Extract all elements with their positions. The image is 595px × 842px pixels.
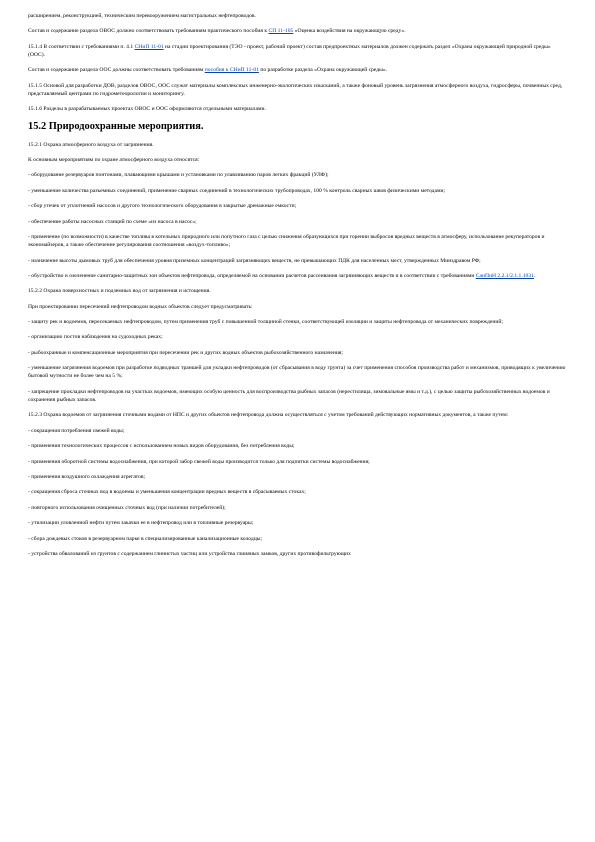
- link-snip-11-01[interactable]: СНиП 11-01: [134, 43, 164, 50]
- paragraph-text: .: [533, 272, 536, 279]
- paragraph: [28, 27, 567, 35]
- list-item: - оборудование резервуаров понтонами, плавающими крышами и установками по улавливанию паров легких фракций (УЛФ);: [28, 172, 329, 179]
- list-item: [28, 272, 567, 280]
- list-item: - запрещение прокладки нефтепроводов на участках водоемов, имеющих особую ценность для воспроизводства рыбных запасов (нерестилища, зимовальные ямы и т.д.), с целью защиты рыбохозяйственных водоемов и сохранения рыбных запасов.: [28, 388, 550, 404]
- link-sp-11-105[interactable]: СП 11-105: [268, 28, 294, 35]
- list-item: - уменьшение количества разъемных соединений, применение сварных соединений в технологических трубопроводах, 100 % контроль сварных швов физическими методами;: [28, 187, 446, 194]
- paragraph-text: «Оценка воздействия на окружающую среду».: [293, 28, 406, 35]
- list-item: - применения оборотной системы водоснабжения, при которой забор свежей воды производится только для подпитки системы водоснабжения;: [28, 458, 370, 465]
- paragraph-text: - обустройство и озеленение санитарно-защитных зон объектов нефтепровода, определяемой на основании расчетов рассеивания загрязняющих веществ и в соответствии с требованиями: [28, 272, 476, 279]
- paragraph-text: Состав и содержание раздела ООС должны соответствовать требованиям: [28, 67, 205, 74]
- paragraph: 15.2.3 Охрана водоемов от загрязнения сточными водами от НПС и других объектов нефтепровода должна осуществляться с учетом требований действующих нормативных документов, а также путем:: [28, 412, 509, 419]
- link-sanpin[interactable]: СанПиН 2.2.1/2.1.1.1031: [475, 272, 534, 279]
- paragraph: 15.2.2 Охрана поверхностных и подземных вод от загрязнения и истощения.: [28, 288, 211, 295]
- list-item: - повторного использования очищенных сточных вод (при наличии потребителей);: [28, 504, 226, 511]
- list-item: - организацию постов наблюдения на судоходных реках;: [28, 334, 163, 341]
- paragraph-text: 15.1.4 В соответствии с требованиями п. 4.1: [28, 43, 135, 50]
- paragraph: При проектировании пересечений нефтепроводом водных объектов следует предусматривать:: [28, 303, 253, 310]
- list-item: - сокращения сброса сточных вод в водоемы и уменьшения концентрации вредных веществ в сбрасываемых стоках;: [28, 489, 306, 496]
- list-item: - сбор утечек от уплотнений насосов и другого технологического оборудования в закрытые дренажные емкости;: [28, 203, 297, 210]
- list-item: - применения воздушного охлаждения агрегатов;: [28, 473, 146, 480]
- list-item: - сокращения потребления свежей воды;: [28, 427, 125, 434]
- list-item: - назначение высоты дымовых труб для обеспечения уровня приземных концентраций загрязняющих веществ, не превышающих ПДК для населенных мест, утвержденных Минздравом РФ;: [28, 257, 481, 264]
- list-item: - рыбоохранные и компенсационные мероприятия при пересечении рек и других водных объектов рыбохозяйственного назначения;: [28, 349, 343, 356]
- paragraph: расширением, реконструкцией, техническим перевооружением магистральных нефтепроводов.: [28, 13, 256, 19]
- paragraph-text: на стадии проектирования (ТЭО - проект, рабочий проект) состав предпроектных материалов должен содержать раздел «Охрана окружающей природной среды» (ООС).: [28, 43, 551, 58]
- link-posobie-snip-11-01[interactable]: пособия к СНиП 11-01: [204, 67, 259, 74]
- list-item: - применения технологических процессов с использованием новых видов оборудования, без потребления воды;: [28, 443, 295, 450]
- section-heading: 15.2 Природоохранные мероприятия.: [28, 120, 204, 132]
- paragraph: 15.2.1 Охрана атмосферного воздуха от загрязнения.: [28, 141, 154, 148]
- paragraph: К основным мероприятиям по охране атмосферного воздуха относятся:: [28, 156, 200, 163]
- paragraph: 15.1.5 Основой для разработки ДОВ, разделов ОВОС, ООС служат материалы комплексных инженерно-экологических изысканий, а также фоновый уровень загрязнения атмосферного воздуха, гидросферы, почвенных сред, представляемый центрами по гидрометеорологии и мониторингу.: [28, 82, 563, 97]
- list-item: - применение (по возможности) в качестве топлива в котельных природного или попутного газа с целью снижения образующихся при горении выбросов вредных веществ в атмосферу, использование рекуператоров и экономайзеров, а также обеспечение регулирования соотношения «воздух-топливо»;: [28, 233, 545, 249]
- paragraph: [28, 43, 567, 59]
- list-item: - сбора дождевых стоков в резервуарном парке в специализированные канализационные колодцы;: [28, 535, 263, 542]
- paragraph: [28, 66, 567, 74]
- paragraph-text: Состав и содержание раздела ОВОС должно соответствовать требованиям практического пособия к: [28, 28, 269, 35]
- list-item: - защиту рек и водоемов, пересекаемых нефтепроводом, путем применения труб с повышенной толщиной стенки, соответствующей изоляции и защиты нефтепровода от механических повреждений;: [28, 319, 503, 326]
- paragraph-text: по разработке раздела «Охрана окружающей среды».: [258, 67, 388, 74]
- list-item: - устройства обвалований из грунтов с содержанием глинистых частиц или устройства глиняных замков, других противофильтрующих: [28, 550, 351, 557]
- list-item: - утилизации уловленной нефти путем закачки ее в нефтепровод или в топливные резервуары;: [28, 520, 254, 527]
- list-item: - обеспечение работы насосных станций по схеме «из насоса в насос»;: [28, 218, 197, 225]
- paragraph: 15.1.6 Разделы в разрабатываемых проектах ОВОС и ООС оформляются отдельными материалами.: [28, 106, 266, 113]
- list-item: - уменьшение загрязнения водоемов при разработке подводных траншей для укладки нефтепроводов (от сбрасывания в воду грунта) за счет применения способов производства работ и механизмов, приводящих к увеличению бытовой мутности не более чем на 5 %;: [28, 365, 566, 380]
